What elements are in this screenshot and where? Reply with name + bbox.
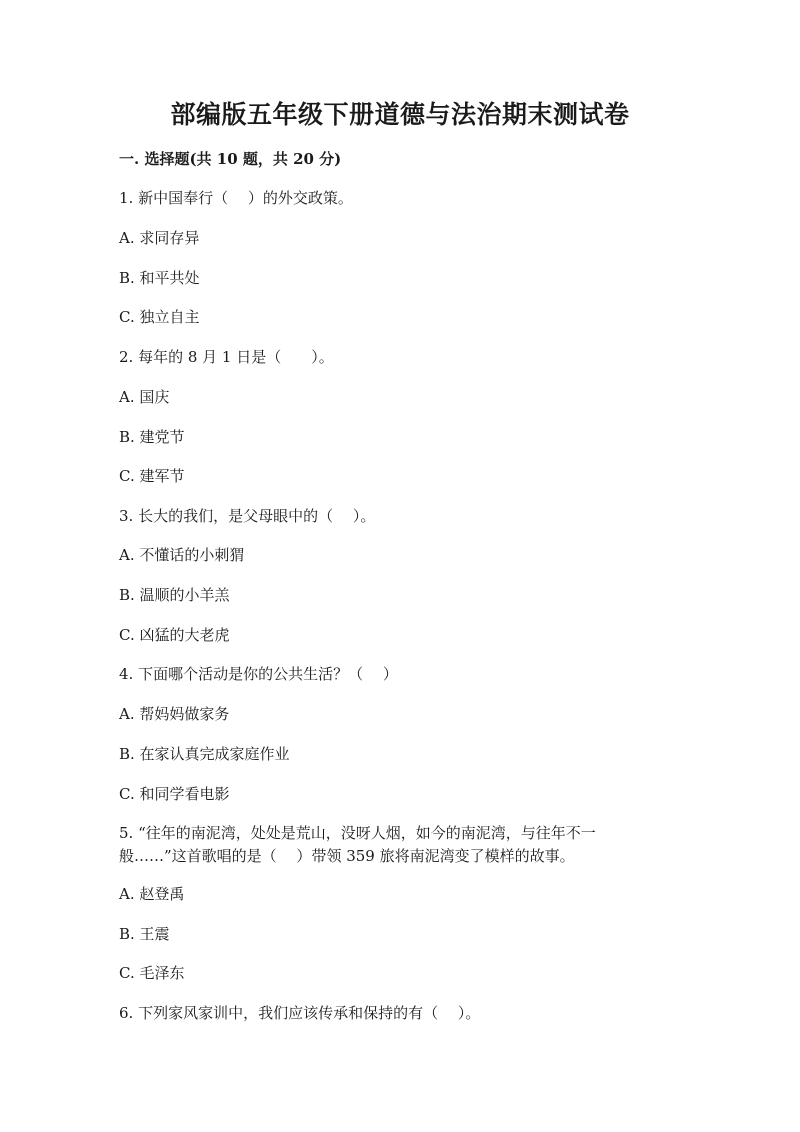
question-4-option-b: B. 在家认真完成家庭作业 [119, 745, 290, 763]
question-3-option-c: C. 凶猛的大老虎 [119, 626, 230, 644]
section-heading: 一. 选择题(共 10 题，共 20 分) [119, 150, 342, 168]
question-4-option-c: C. 和同学看电影 [119, 785, 230, 803]
question-2-stem: 2. 每年的 8 月 1 日是（ ）。 [119, 348, 334, 366]
question-3-option-b: B. 温顺的小羊羔 [119, 586, 230, 604]
question-4-option-a: A. 帮妈妈做家务 [119, 705, 230, 723]
question-1-option-a: A. 求同存异 [119, 229, 200, 247]
question-2-option-b: B. 建党节 [119, 428, 185, 446]
question-6-stem: 6. 下列家风家训中，我们应该传承和保持的有（ ）。 [119, 1004, 481, 1022]
question-3-option-a: A. 不懂话的小刺猬 [119, 546, 245, 564]
question-2-option-a: A. 国庆 [119, 388, 170, 406]
question-5-option-b: B. 王震 [119, 925, 170, 943]
page-title: 部编版五年级下册道德与法治期末测试卷 [170, 100, 630, 129]
question-1-option-c: C. 独立自主 [119, 308, 200, 326]
question-1-stem: 1. 新中国奉行（ ）的外交政策。 [119, 189, 353, 207]
question-2-option-c: C. 建军节 [119, 467, 185, 485]
question-4-stem: 4. 下面哪个活动是你的公共生活？（ ） [119, 665, 398, 683]
question-5-option-c: C. 毛泽东 [119, 964, 185, 982]
question-3-stem: 3. 长大的我们，是父母眼中的（ ）。 [119, 507, 376, 525]
question-5-stem-line-1: 5. “往年的南泥湾，处处是荒山，没呀人烟，如今的南泥湾，与往年不一 [119, 824, 596, 842]
question-5-option-a: A. 赵登禹 [119, 885, 185, 903]
question-5-stem-line-2: 般……”这首歌唱的是（ ）带领 359 旅将南泥湾变了模样的故事。 [119, 847, 575, 865]
question-1-option-b: B. 和平共处 [119, 269, 200, 287]
